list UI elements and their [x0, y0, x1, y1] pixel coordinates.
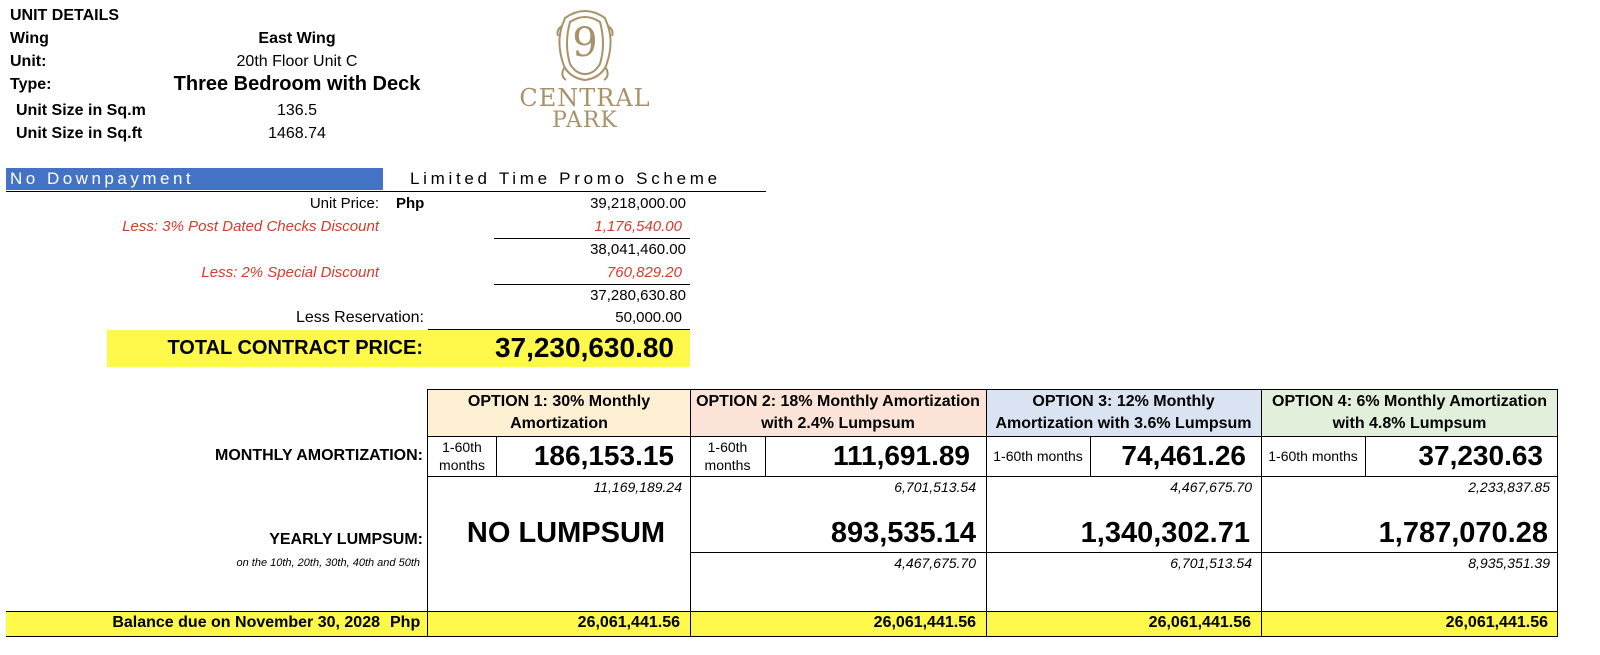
type-label: Type:	[10, 76, 52, 93]
option-1-lumpsum: NO LUMPSUM	[466, 517, 666, 549]
unit-price-label: Unit Price:	[309, 195, 379, 212]
option-2-header-text: OPTION 2: 18% Monthly Amortization with 2.4% Lumpsum	[696, 393, 980, 432]
option-3-months-text: 1-60th months	[993, 448, 1083, 464]
option-3-monthly-total: 4,467,675.70	[1170, 479, 1252, 495]
col-divider-2	[986, 389, 987, 637]
months-divider-4	[1365, 436, 1366, 476]
option-2-monthly: 111,691.89	[832, 440, 970, 471]
subtotal-2: 37,280,630.80	[590, 287, 686, 304]
wing-value: East Wing	[258, 30, 336, 47]
subtotal-line-2	[494, 284, 690, 285]
unit-details-heading: UNIT DETAILS	[10, 7, 120, 24]
table-header-border	[428, 436, 1558, 437]
lumpsum-schedule-note: on the 10th, 20th, 30th, 40th and 50th	[236, 557, 420, 569]
col-divider-3	[1261, 389, 1262, 637]
option-4-header	[1261, 390, 1558, 436]
special-discount-value: 760,829.20	[606, 264, 682, 281]
months-divider-1	[496, 436, 497, 476]
sqft-label: Unit Size in Sq.ft	[16, 125, 143, 142]
option-1-header-text: OPTION 1: 30% Monthly Amortization	[467, 393, 651, 432]
table-monthly-border	[428, 476, 1558, 477]
option-1-monthly-total: 11,169,189.24	[593, 479, 682, 495]
type-value: Three Bedroom with Deck	[173, 73, 421, 95]
special-discount-label: Less: 2% Special Discount	[201, 264, 379, 281]
balance-label: Balance due on November 30, 2028	[112, 614, 380, 631]
logo-numeral: 9	[572, 20, 598, 66]
sqft-value: 1468.74	[268, 125, 326, 142]
scheme-title: Limited Time Promo Scheme	[410, 169, 721, 188]
option-4-monthly: 37,230.63	[1418, 440, 1543, 471]
tcp-label: TOTAL CONTRACT PRICE:	[167, 337, 423, 359]
logo-line1: CENTRAL	[519, 84, 651, 112]
option-4-monthly-total: 2,233,837.85	[1468, 479, 1550, 495]
tcp-value: 37,230,630.80	[494, 332, 674, 363]
col-divider-1	[690, 389, 691, 637]
balance-currency: Php	[390, 614, 421, 631]
option-1-balance: 26,061,441.56	[577, 614, 680, 631]
wing-label: Wing	[10, 30, 49, 47]
scheme-underline	[6, 191, 766, 192]
option-4-lumpsum-total: 8,935,351.39	[1468, 555, 1550, 571]
option-3-months	[986, 436, 1090, 476]
option-1-monthly: 186,153.15	[533, 440, 674, 471]
nine-central-park-logo	[500, 4, 670, 132]
option-1-header	[428, 390, 690, 436]
table-left-border	[427, 389, 428, 637]
subtotal-line-1	[494, 238, 690, 239]
option-3-lumpsum: 1,340,302.71	[1080, 517, 1250, 549]
option-4-header-text: OPTION 4: 6% Monthly Amortization with 4.8% Lumpsum	[1272, 393, 1547, 432]
option-2-lumpsum-total: 4,467,675.70	[894, 555, 976, 571]
option-3-header	[986, 390, 1261, 436]
table-top-border	[428, 389, 1558, 390]
option-1-months	[428, 436, 496, 476]
option-4-months-text: 1-60th months	[1268, 448, 1358, 464]
scheme-tag-bar	[6, 168, 383, 190]
monthly-amortization-label: MONTHLY AMORTIZATION:	[215, 447, 423, 464]
option-2-balance: 26,061,441.56	[873, 614, 976, 631]
option-3-balance: 26,061,441.56	[1148, 614, 1251, 631]
table-bottom-border	[6, 636, 1558, 637]
option-2-lumpsum: 893,535.14	[830, 517, 976, 549]
yearly-lumpsum-label: YEARLY LUMPSUM:	[269, 531, 423, 548]
currency-label: Php	[396, 195, 425, 212]
sqm-value: 136.5	[276, 102, 318, 119]
months-divider-3	[1090, 436, 1091, 476]
unit-label: Unit:	[10, 53, 47, 70]
option-4-balance: 26,061,441.56	[1445, 614, 1548, 631]
option-2-months-text: 1-60th months	[704, 439, 751, 473]
logo-line2: PARK	[552, 108, 618, 133]
table-balance-top-border	[6, 611, 1558, 612]
table-lumpsum-border	[690, 552, 1558, 553]
table-right-border	[1557, 389, 1558, 637]
sqm-label: Unit Size in Sq.m	[16, 102, 146, 119]
pdc-discount-label: Less: 3% Post Dated Checks Discount	[122, 218, 379, 235]
reservation-value: 50,000.00	[615, 309, 682, 326]
months-divider-2	[765, 436, 766, 476]
option-1-months-text: 1-60th months	[439, 439, 485, 473]
unit-value: 20th Floor Unit C	[236, 53, 358, 70]
total-contract-price-bar	[107, 330, 690, 367]
option-3-monthly: 74,461.26	[1121, 440, 1246, 471]
subtotal-1: 38,041,460.00	[590, 241, 686, 258]
option-2-monthly-total: 6,701,513.54	[894, 479, 976, 495]
scheme-tag: No Downpayment	[10, 169, 195, 188]
option-4-months	[1261, 436, 1365, 476]
reservation-label: Less Reservation:	[295, 309, 424, 326]
option-3-header-text: OPTION 3: 12% Monthly Amortization with 3.6% Lumpsum	[995, 393, 1252, 432]
option-4-lumpsum: 1,787,070.28	[1378, 517, 1548, 549]
option-2-header	[690, 390, 986, 436]
unit-price-value: 39,218,000.00	[590, 195, 686, 212]
option-2-months	[690, 436, 765, 476]
option-3-lumpsum-total: 6,701,513.54	[1170, 555, 1252, 571]
pdc-discount-value: 1,176,540.00	[594, 218, 682, 235]
